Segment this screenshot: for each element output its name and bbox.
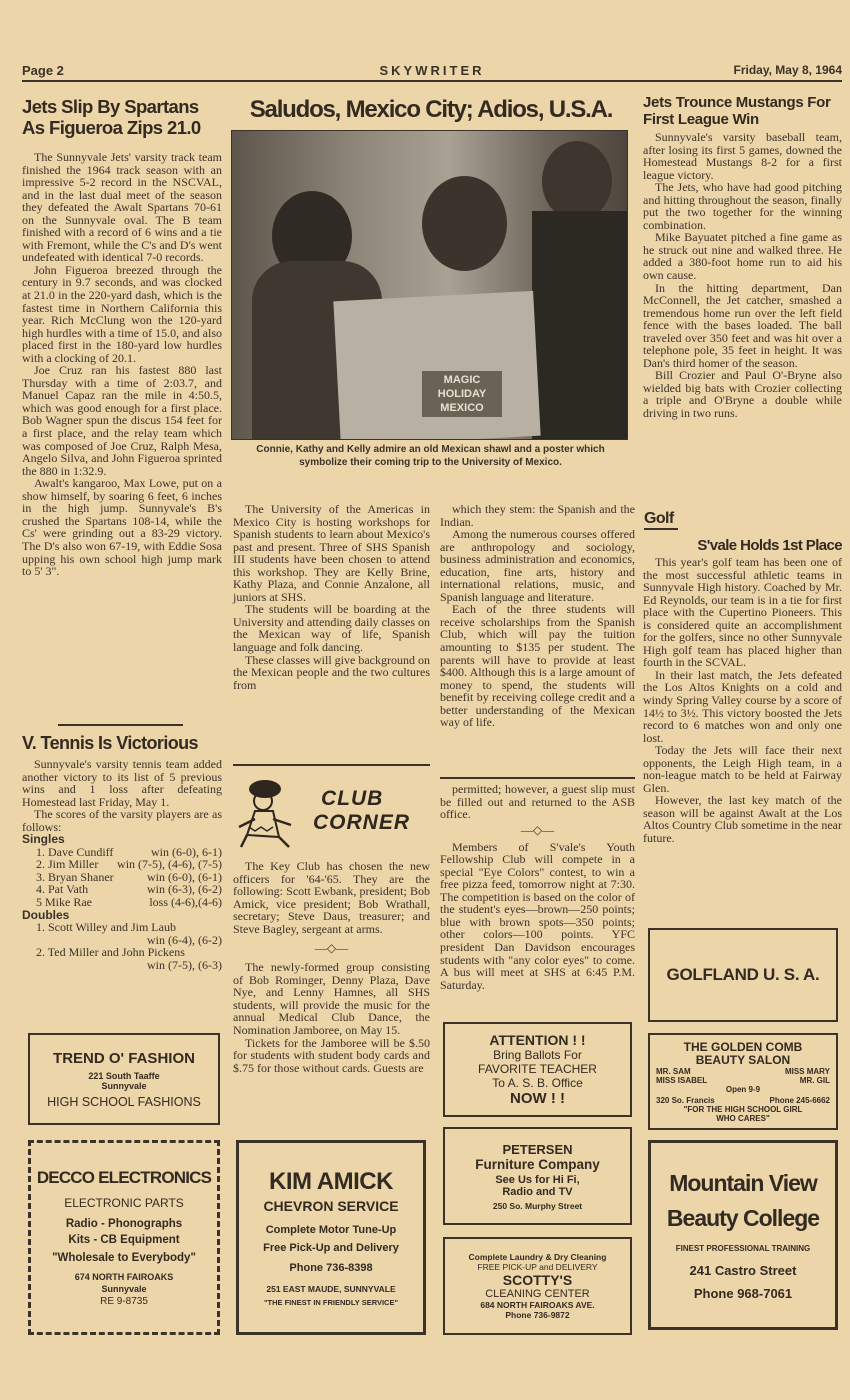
separator: —◇—: [314, 941, 349, 956]
ad-address: 320 So. Francis: [656, 1095, 715, 1105]
club-title-line: CORNER: [313, 811, 411, 834]
paragraph: The scores of the varsity players are as follows:: [22, 807, 222, 834]
player-name: 4. Pat Vath: [36, 882, 89, 897]
photo-figure: [532, 211, 628, 440]
match-result: win (6-0), (6-1): [147, 869, 222, 884]
ad-line: FREE PICK-UP and DELIVERY: [477, 1262, 598, 1272]
player-name: 1. Dave Cundiff: [36, 844, 114, 859]
paragraph: However, the last key match of the season will be against Awalt at the Los Altos Country Club sometime in the near future.: [643, 793, 842, 846]
ad-phone: RE 9-8735: [100, 1296, 148, 1307]
ad-subtitle: CLEANING CENTER: [485, 1288, 590, 1300]
ad-mountain-view-beauty-college: [648, 1140, 838, 1330]
ad-title: SCOTTY'S: [502, 1272, 573, 1288]
ad-line: Complete Laundry & Dry Cleaning: [468, 1252, 607, 1262]
ad-trend-o-fashion: [28, 1033, 220, 1125]
doubles-scores: [22, 921, 222, 971]
singles-label: Singles: [22, 832, 65, 847]
player-name: 5 Mike Rae: [36, 895, 92, 910]
ad-line: See Us for Hi Fi,: [495, 1173, 580, 1186]
score-row: [22, 946, 222, 971]
match-result: win (6-0), 6-1): [151, 844, 222, 859]
golf-article: [643, 556, 842, 845]
paragraph: The Sunnyvale Jets' varsity track team finished the 1964 track season with an impressive 5-2 record in the NSCVAL, and in the last dual meet of the season they defeated the Awalt Spartans 70-61 on the Sunnyvale oval. The B team finished with a record of 6 wins and a tie with Fremont, while the C's and D's went undefeated with identical 7-0 records.: [22, 150, 222, 265]
club-corner-title: [313, 787, 411, 835]
doubles-label: Doubles: [22, 907, 70, 922]
ad-golden-comb: [648, 1033, 838, 1130]
paragraph: The students will be boarding at the University and attending daily classes on the Mexican way of life, Spanish language and folk dancing.: [233, 602, 430, 655]
paragraph: Bill Crozier and Paul O'-Bryne also wielded big bats with Crozier collecting a triple and O'Bryne a double while driving in two runs.: [643, 368, 842, 421]
ad-title: PETERSEN: [502, 1141, 573, 1157]
ad-decco-electronics: [28, 1140, 220, 1335]
ad-attention-ballots: [443, 1022, 632, 1117]
golf-section-label: Golf: [644, 510, 678, 530]
paragraph: Mike Bayuatet pitched a fine game as he struck out nine and walked three. He added a 380-foot home run to aid his own cause.: [643, 230, 842, 283]
player-name: 2. Jim Miller: [36, 857, 99, 872]
photo-figure: [542, 141, 612, 221]
divider: [233, 764, 430, 766]
staff-name: MR. GIL: [799, 1075, 830, 1085]
ad-title: GOLFLAND U. S. A.: [666, 965, 820, 984]
ad-phone: Phone 245-6662: [769, 1095, 830, 1105]
ad-title: THE GOLDEN COMB: [683, 1039, 803, 1054]
guest-item: [440, 783, 635, 821]
golf-headline: S'vale Holds 1st Place: [697, 537, 842, 554]
photo-figure: [422, 176, 507, 271]
tennis-intro: [22, 758, 222, 833]
ad-slogan: "Wholesale to Everybody": [52, 1252, 196, 1264]
match-result: loss (4-6),(4-6): [149, 895, 222, 910]
ad-hours: Open 9-9: [725, 1084, 761, 1094]
ad-address: 674 NORTH FAIROAKS: [74, 1272, 174, 1282]
ad-slogan: "FOR THE HIGH SCHOOL GIRL WHO CARES": [683, 1104, 803, 1123]
mexico-article-col1: [233, 503, 430, 691]
paragraph: The University of the Americas in Mexico City is hosting workshops for Spanish students to learn about Mexico's past and present. Three of SHS Spanish III students have been chosen to attend this workshop. They are Kelly Brine, Kathy Plaza, and Connie Anzalone, all juniors at SHS.: [233, 502, 430, 604]
divider: [58, 724, 183, 726]
mexico-article-col2: [440, 503, 635, 729]
paragraph: Joe Cruz ran his fastest 880 last Thursday with a time of 2:03.7, and Manuel Capaz ran the mile in 4:50.5, which was good enough for a first place. Bob Wagner spun the discus 154 feet for a first place, and the relay team which was composed of Joe Cruz, Ralph Mesa, Angelo Silva, and John Figueroa sprinted the 880 in 1:32.9.: [22, 363, 222, 478]
ad-city: Sunnyvale: [101, 1080, 147, 1091]
separator: —◇—: [520, 822, 555, 837]
ad-scottys-cleaning: [443, 1237, 632, 1335]
paragraph: These classes will give background on the Mexican people and the two cultures from: [233, 652, 430, 692]
ad-line: FAVORITE TEACHER: [478, 1062, 597, 1076]
baseball-headline: Jets Trounce Mustangs For First League Win: [643, 94, 831, 129]
ad-city: Sunnyvale: [101, 1284, 147, 1294]
score-row: [22, 896, 222, 909]
staff-name: MISS ISABEL: [656, 1075, 708, 1085]
paragraph: This year's golf team has been one of the most successful athletic teams in Sunnyvale High history. Coached by Mr. Ed Reynolds, our team is in a tie for first place with the Cupertino Pioneers. This is considered quite an accomplishment for the golfers, since no other Sunnyvale High golf team has placed higher than fourth in the SCVAL.: [643, 555, 842, 670]
ad-slogan: "THE FINEST IN FRIENDLY SERVICE": [263, 1298, 399, 1307]
ad-line: Complete Motor Tune-Up: [265, 1224, 397, 1236]
club-article: [233, 860, 430, 1074]
tennis-article: [22, 758, 222, 971]
ad-title: TREND O' FASHION: [53, 1049, 195, 1067]
match-result: win (6-3), (6-2): [147, 882, 222, 897]
paragraph: Sunnyvale's varsity baseball team, after losing its first 5 games, downed the Homestead Mustangs 8-2 for a first league victory.: [643, 130, 842, 182]
students-photo: [231, 130, 628, 440]
paragraph: which they stem: the Spanish and the Indian.: [440, 502, 635, 529]
player-name: 1. Scott Willey and Jim Laub: [36, 920, 176, 935]
player-name: 2. Ted Miller and John Pickens: [36, 945, 185, 960]
paragraph: The newly-formed group consisting of Bob Rominger, Denny Plaza, Dave Nye, and Lenny Hamnes, all SHS students, will provide the music for the annual Medical Club Dance, the Nomination Jamboree, on May 15.: [233, 960, 430, 1038]
ad-line: Free Pick-Up and Delivery: [263, 1242, 399, 1254]
paragraph: John Figueroa breezed through the century in 9.7 seconds, and was clocked at 21.0 in the 220-yard dash, which is the fastest time in Northern California this year. Rich McClung won the 120-yard high hurdles with a time of 15.0, and also placed first in the 180-yard low hurdles with a clocking of 20.1.: [22, 262, 222, 365]
ad-line: Kits - CB Equipment: [68, 1234, 180, 1246]
ad-phone: Phone 736-8398: [289, 1262, 373, 1274]
cartoon-figure-icon: [233, 775, 303, 850]
ad-phone: Phone 736-9872: [505, 1310, 570, 1320]
paragraph: permitted; however, a guest slip must be filled out and returned to the ASB office.: [440, 782, 635, 822]
ad-subtitle: BEAUTY SALON: [695, 1052, 791, 1067]
photo-shawl: [333, 291, 540, 440]
page-number: Page 2: [22, 63, 64, 78]
staff-name: MISS MARY: [784, 1066, 830, 1076]
staff-name: MR. SAM: [656, 1066, 691, 1076]
match-result: win (7-5), (4-6), (7-5): [117, 857, 222, 872]
mexico-headline: Saludos, Mexico City; Adios, U.S.A.: [249, 96, 613, 123]
paragraph: In the hitting department, Dan McConnell, the Jet catcher, smashed a tremendous home run over the left field fence with the bases loaded. The ball traveled over 350 feet and was hit over a telephone pole, 35 feet in height. It was Dan's third homer of the season.: [643, 280, 842, 370]
ad-kim-amick: [236, 1140, 426, 1335]
ad-title: KIM AMICK: [269, 1168, 393, 1195]
ad-line: Radio and TV: [502, 1185, 573, 1198]
ad-title: DECCO ELECTRONICS: [36, 1168, 212, 1187]
photo-caption: Connie, Kathy and Kelly admire an old Mexican shawl and a poster which symbolize their coming trip to the University of Mexico.: [256, 444, 605, 468]
paragraph: In their last match, the Jets defeated the Los Altos Knights on a cold and windy Spring Valley course by a score of 14½ to 3½. This victory boosted the Jets record to 6 matches won and only one lost.: [643, 667, 842, 745]
paragraph: Sunnyvale's varsity tennis team added another victory to its list of 5 previous wins and 1 loss after defeating Homestead last Friday, May 1.: [22, 757, 222, 809]
issue-date: Friday, May 8, 1964: [733, 63, 842, 77]
club-corner-logo: [233, 775, 430, 850]
ad-line: FINEST PROFESSIONAL TRAINING: [675, 1243, 811, 1253]
baseball-article: [643, 131, 842, 420]
ad-phone: Phone 968-7061: [693, 1285, 793, 1301]
ad-title: ATTENTION ! !: [489, 1032, 586, 1048]
ad-address: 684 NORTH FAIROAKS AVE.: [480, 1300, 595, 1310]
ad-golfland: [648, 928, 838, 1022]
paragraph: Awalt's kangaroo, Max Lowe, put on a show himself, by soaring 6 feet, 6 inches in the high jump. Sunnyvale's B's crushed the Spartans 108-14, while the Cs' were grinding out a 83-29 victory. The D's also won 67-19, with Eddie Sosa upping his own school high jump mark to 5' 3".: [22, 476, 222, 579]
youth-fellowship-item: [440, 841, 635, 992]
ad-line: To A. S. B. Office: [492, 1076, 583, 1090]
ad-line: Bring Ballots For: [493, 1048, 582, 1062]
paragraph: Members of S'vale's Youth Fellowship Club will compete in a special "Eye Colors" contest, to win a free pizza feed, tomorrow night at 7:30. The competition is based on the color of the student's eyes—brown—250 points; blue with brown spots—350 points; other colors—100 points. YFC president Dan Davidson encourages students with "any color eyes" to come. A bus will meet at SHS at 6:45 P.M. Saturday.: [440, 839, 635, 992]
ad-line: NOW ! !: [510, 1090, 565, 1107]
paragraph: The Jets, who have had good pitching and hitting throughout the season, finally put the two together for the winning combination.: [643, 180, 842, 232]
jamboree-item: [233, 961, 430, 1074]
paragraph: Today the Jets will face their next opponents, the Leigh High team, in a non-league match to be held at Fairway Glen.: [643, 743, 842, 795]
score-row: [22, 921, 222, 946]
track-headline: Jets Slip By Spartans As Figueroa Zips 21.0: [22, 96, 201, 139]
ad-address: 221 South Taaffe: [88, 1070, 160, 1081]
ad-subtitle: CHEVRON SERVICE: [263, 1198, 399, 1214]
paragraph: Each of the three students will receive scholarships from the Spanish Club, which will pay the tuition amounting to $135 per student. The parents will have to provide at least $400. Although this is a large amount of money to spend, the students will benefit by receiving college credit and a better understanding of the Mexican way of life.: [440, 602, 635, 730]
divider: [440, 777, 635, 779]
ad-subtitle: Furniture Company: [475, 1156, 600, 1172]
match-result: win (6-4), (6-2): [147, 932, 222, 947]
ad-line: Radio - Phonographs: [65, 1218, 183, 1230]
key-club-item: [233, 860, 430, 935]
ad-slogan: HIGH SCHOOL FASHIONS: [47, 1094, 201, 1109]
club-article-cont: [440, 783, 635, 991]
ad-title: Mountain View: [669, 1169, 817, 1196]
player-name: 3. Bryan Shaner: [36, 869, 114, 884]
photo-poster: MAGIC HOLIDAY MEXICO: [422, 371, 502, 417]
ad-address: 251 EAST MAUDE, SUNNYVALE: [266, 1284, 396, 1294]
track-article: [22, 151, 222, 578]
singles-scores: [22, 846, 222, 909]
paragraph: The Key Club has chosen the new officers for '64-'65. They are the following: Scott Ewbank, president; Bob Amick, vice president; Bob Wrathall, secretary; Steve Daus, treasurer; and Steve Bagley, sergeant at arms.: [233, 859, 430, 936]
paragraph: Among the numerous courses offered are anthropology and sociology, business administration and economics, education, fine arts, history and international relations, music, and Spanish language and literature.: [440, 527, 635, 604]
tennis-headline: V. Tennis Is Victorious: [22, 733, 198, 753]
ad-address: 250 So. Murphy Street: [492, 1200, 583, 1211]
masthead: [22, 60, 842, 82]
ad-petersen-furniture: [443, 1127, 632, 1225]
paragraph: Tickets for the Jamboree will be $.50 for students with student body cards and $.75 for those without cards. Guests are: [233, 1035, 430, 1075]
match-result: win (7-5), (6-3): [147, 957, 222, 972]
newspaper-title: SKYWRITER: [379, 63, 485, 78]
club-title-line: CLUB: [321, 787, 384, 810]
ad-title: Beauty College: [666, 1204, 820, 1231]
ad-line: ELECTRONIC PARTS: [64, 1196, 184, 1210]
ad-address: 241 Castro Street: [689, 1262, 797, 1278]
